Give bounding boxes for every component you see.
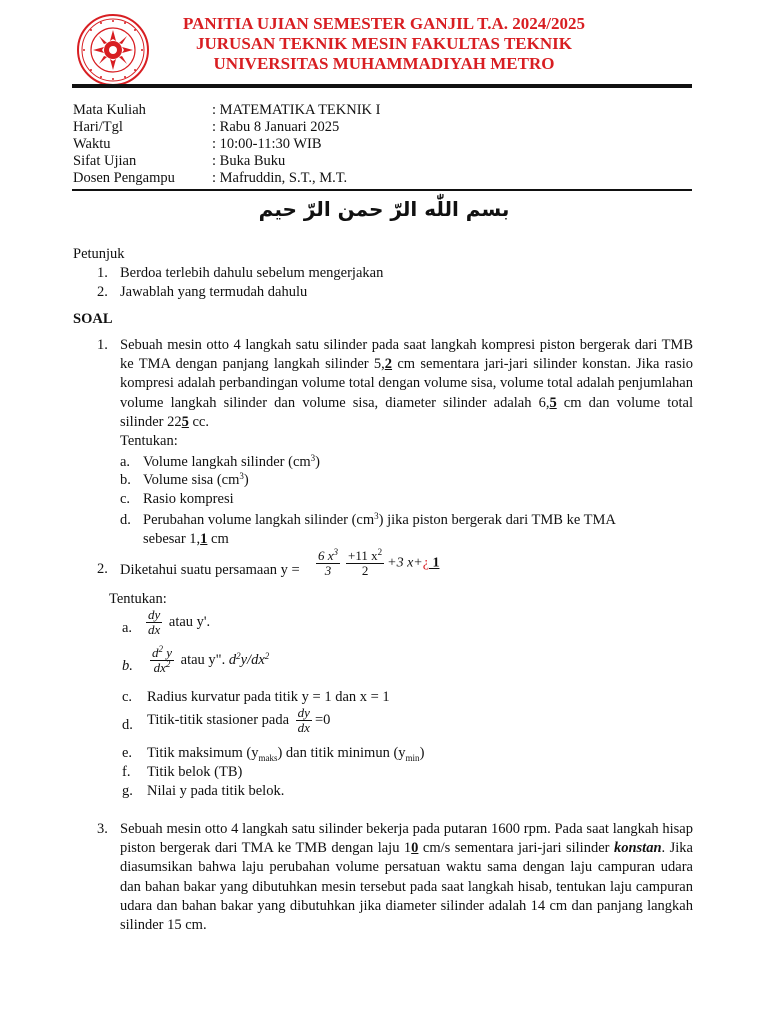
basmalah: بسم اللّٰه الرّ حمن الرّ حيم [258, 197, 510, 221]
header-line-1: PANITIA UJIAN SEMESTER GANJIL T.A. 2024/2025 [183, 14, 585, 33]
instruction-item: Jawablah yang termudah dahulu [120, 284, 308, 300]
list-letter: d. [120, 512, 131, 528]
info-value: : 10:00-11:30 WIB [212, 136, 322, 152]
question-1-item-d-cont: sebesar 1,1 cm [143, 531, 229, 547]
question-1-item-d: Perubahan volume langkah silinder $(cm^3)$ jika piston bergerak dari TMB ke TMA [143, 511, 616, 528]
question-number: 3. [97, 821, 108, 837]
list-letter: c. [120, 491, 131, 507]
question-2-item-d: Titik-titik stasioner pada $\frac{dy}{dx}$ =0 [147, 705, 331, 735]
list-letter: a. [122, 620, 133, 636]
question-2-item-f: Titik belok (TB) [147, 764, 243, 780]
instructions-title: Petunjuk [73, 246, 125, 262]
info-divider [72, 189, 692, 191]
list-letter: g. [122, 783, 133, 799]
soal-heading: SOAL [73, 311, 113, 327]
question-1-item-a: Volume langkah silinder $(cm^3)$ [143, 453, 320, 470]
header-line-3: UNIVERSITAS MUHAMMADIYAH METRO [213, 54, 555, 73]
info-label: Mata Kuliah [73, 102, 146, 118]
list-number: 2. [97, 284, 108, 300]
info-value: : Buka Buku [212, 153, 286, 169]
question-number: 1. [97, 337, 108, 353]
question-2-equation: $\frac{6 x^3}{3}$ $\frac{+11 x^2}{2}$ +3 x+¿ 1 [318, 547, 440, 578]
header-line-2: JURUSAN TEKNIK MESIN FAKULTAS TEKNIK [196, 34, 572, 53]
question-number: 2. [97, 561, 108, 577]
info-label: Hari/Tgl [73, 119, 123, 135]
list-number: 1. [97, 265, 108, 281]
question-2-item-e: Titik maksimum $(y_{maks})$ dan titik minimun $(y_{min})$ [147, 745, 425, 763]
tentukan-label: Tentukan: [120, 433, 178, 449]
list-letter: d. [122, 717, 133, 733]
list-letter: a. [120, 454, 131, 470]
question-2-item-a: $\frac{dy}{dx}$ atau y'. [148, 607, 211, 637]
info-value: : Mafruddin, S.T., M.T. [212, 170, 348, 186]
question-2-intro: Diketahui suatu persamaan y = [120, 562, 300, 578]
question-2-item-c: Radius kurvatur pada titik y = 1 dan x = 1 [147, 689, 390, 705]
info-label: Sifat Ujian [73, 153, 137, 169]
university-seal-icon [76, 13, 150, 87]
question-2-item-g: Nilai y pada titik belok. [147, 783, 285, 799]
list-letter: f. [122, 764, 131, 780]
question-3-text: Sebuah mesin otto 4 langkah satu silinder bekerja pada putaran 1600 rpm. Pada saat langkah hisap piston bergerak dari TMA ke TMB dengan laju 10 cm/s sementara jari-jari silinder konstan. Jika diasumsikan bahwa laju perubahan volume persatuan waktu sama dengan laju campuran udara dan bahan bakar yang dibutuhkan mesin tersebut pada saat langkah hisab, tentukan laju campuran udara dan bahan bakar yang dibutuhkan jika diameter silinder adalah 14 cm dan panjang langkah silinder 15 cm. [120, 821, 693, 934]
list-letter: c. [122, 689, 133, 705]
tentukan-label: Tentukan: [109, 591, 167, 607]
info-value: : Rabu 8 Januari 2025 [212, 119, 340, 135]
question-1-item-b: Volume sisa $(cm^3)$ [143, 471, 249, 488]
question-1-item-c: Rasio kompresi [143, 491, 234, 507]
question-2-item-b: $\frac{d^2 y}{dx^2}$ atau y". $d^2y/dx^2$ [152, 644, 270, 675]
list-letter: e. [122, 745, 133, 761]
info-label: Waktu [73, 136, 111, 152]
question-1-text: Sebuah mesin otto 4 langkah satu silinder pada saat langkah kompresi piston bergerak dari TMB ke TMA dengan panjang langkah silinder 5,2 cm sementara jari-jari silinder konstan. Jika rasio kompresi adalah perbandingan volume total dengan volume sisa, volume total adalah penjumlahan volume langkah silinder dan volume sisa, diameter silinder adalah 6,5 cm dan volume total silinder 225 cc. [120, 337, 693, 430]
instruction-item: Berdoa terlebih dahulu sebelum mengerjakan [120, 265, 384, 281]
list-letter: b. [122, 658, 133, 674]
list-letter: b. [120, 472, 131, 488]
header-divider [72, 84, 692, 88]
info-label: Dosen Pengampu [73, 170, 175, 186]
info-value: : MATEMATIKA TEKNIK I [212, 102, 381, 118]
